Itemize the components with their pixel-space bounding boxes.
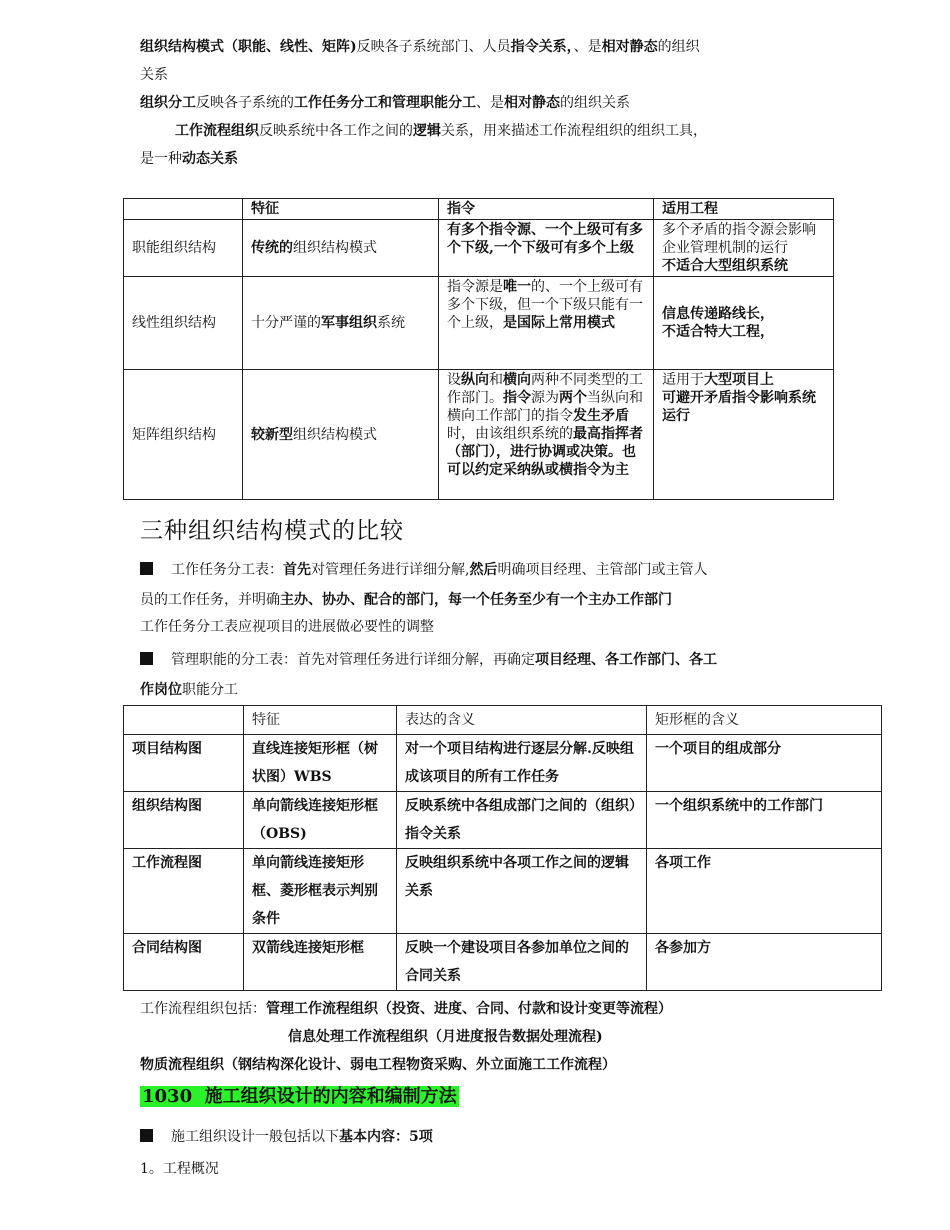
square-bullet-icon	[140, 652, 153, 665]
bullet-task-division-line-2: 员的工作任务，并明确主办、协办、配合的部门，每一个任务至少有一个主办工作部门	[140, 592, 672, 608]
square-bullet-icon	[140, 1129, 153, 1142]
table-row	[124, 934, 882, 991]
table-header-cell: 表达的含义	[397, 706, 647, 735]
row-feature: 双箭线连接矩形框	[244, 934, 397, 991]
intro-line-4: 工作流程组织反映系统中各工作之间的逻辑关系，用来描述工作流程组织的组织工具，	[175, 123, 707, 139]
table-row	[124, 277, 834, 370]
row-box-meaning: 各项工作	[647, 849, 882, 934]
table-row	[124, 735, 882, 792]
row-feature: 直线连接矩形框（树状图）WBS	[244, 735, 397, 792]
row-meaning: 反映组织系统中各项工作之间的逻辑关系	[397, 849, 647, 934]
row-name: 组织结构图	[124, 792, 244, 849]
table-row	[124, 792, 882, 849]
row-meaning: 反映一个建设项目各参加单位之间的合同关系	[397, 934, 647, 991]
row-name: 合同结构图	[124, 934, 244, 991]
row-feature: 十分严谨的军事组织系统	[243, 277, 439, 370]
section-1030-heading	[140, 1082, 459, 1113]
row-name: 职能组织结构	[124, 220, 243, 277]
table-header-cell	[124, 199, 243, 220]
row-box-meaning: 各参加方	[647, 934, 882, 991]
row-apply: 多个矛盾的指令源会影响企业管理机制的运行 不适合大型组织系统	[654, 220, 834, 277]
table-header-cell: 特征	[243, 199, 439, 220]
flow-line-1: 工作流程组织包括：管理工作流程组织（投资、进度、合同、付款和设计变更等流程）	[140, 1001, 672, 1017]
row-feature: 较新型组织结构模式	[243, 370, 439, 500]
row-feature: 单向箭线连接矩形框（OBS)	[244, 792, 397, 849]
row-name: 工作流程图	[124, 849, 244, 934]
intro-line-2: 关系	[140, 67, 168, 83]
item-1: 1。工程概况	[140, 1161, 219, 1177]
row-box-meaning: 一个项目的组成部分	[647, 735, 882, 792]
row-feature: 单向箭线连接矩形框、菱形框表示判别条件	[244, 849, 397, 934]
org-structure-table	[123, 198, 834, 500]
table-row	[124, 849, 882, 934]
row-feature: 传统的组织结构模式	[243, 220, 439, 277]
intro-line-3: 组织分工反映各子系统的工作任务分工和管理职能分工、是相对静态的组织关系	[140, 95, 630, 111]
table-header-cell	[124, 706, 244, 735]
row-name: 线性组织结构	[124, 277, 243, 370]
table-row	[124, 370, 834, 500]
table-header-row	[124, 199, 834, 220]
row-command: 有多个指令源、一个上级可有多个下级,一个下级可有多个上级	[439, 220, 654, 277]
row-apply: 信息传递路线长， 不适合特大工程，	[654, 277, 834, 370]
bullet-task-division: 工作任务分工表：首先对管理任务进行详细分解,然后明确项目经理、主管部门或主管人	[140, 556, 707, 584]
square-bullet-icon	[140, 562, 153, 575]
table-header-cell: 特征	[244, 706, 397, 735]
intro-line-1: 组织结构模式（职能、线性、矩阵)反映各子系统部门、人员指令关系，、是相对静态的组织	[140, 39, 700, 55]
row-name: 项目结构图	[124, 735, 244, 792]
table-row	[124, 220, 834, 277]
highlighted-title: 1030 施工组织设计的内容和编制方法	[142, 1086, 457, 1107]
table-header-cell: 矩形框的含义	[647, 706, 882, 735]
row-meaning: 对一个项目结构进行逐层分解.反映组成该项目的所有工作任务	[397, 735, 647, 792]
row-box-meaning: 一个组织系统中的工作部门	[647, 792, 882, 849]
bullet-function-division-line-2: 作岗位职能分工	[140, 682, 238, 698]
section-heading: 三种组织结构模式的比较	[140, 518, 404, 544]
table-header-row	[124, 706, 882, 735]
diagram-types-table	[123, 705, 882, 991]
intro-line-5: 是一种动态关系	[140, 151, 238, 167]
flow-line-3: 物质流程组织（钢结构深化设计、弱电工程物资采购、外立面施工工作流程）	[140, 1057, 616, 1073]
row-name: 矩阵组织结构	[124, 370, 243, 500]
bullet-function-division: 管理职能的分工表：首先对管理任务进行详细分解，再确定项目经理、各工作部门、各工	[140, 646, 717, 674]
bullet-basic-content: 施工组织设计一般包括以下基本内容：5项	[140, 1123, 433, 1151]
bullet-task-division-line-3: 工作任务分工表应视项目的进展做必要性的调整	[140, 619, 434, 635]
row-apply: 适用于大型项目上 可避开矛盾指令影响系统运行	[654, 370, 834, 500]
table-header-cell: 指令	[439, 199, 654, 220]
row-meaning: 反映系统中各组成部门之间的（组织）指令关系	[397, 792, 647, 849]
row-command: 指令源是唯一的、一个上级可有多个下级，但一个下级只能有一个上级，是国际上常用模式	[439, 277, 654, 370]
table-header-cell: 适用工程	[654, 199, 834, 220]
row-command: 设纵向和横向两种不同类型的工作部门。指令源为两个当纵向和横向工作部门的指令发生矛盾时，由该组织系统的最高指挥者（部门），进行协调或决策。也可以约定采纳纵或横指令为主	[439, 370, 654, 500]
flow-line-2: 信息处理工作流程组织（月进度报告数据处理流程)	[288, 1029, 603, 1045]
